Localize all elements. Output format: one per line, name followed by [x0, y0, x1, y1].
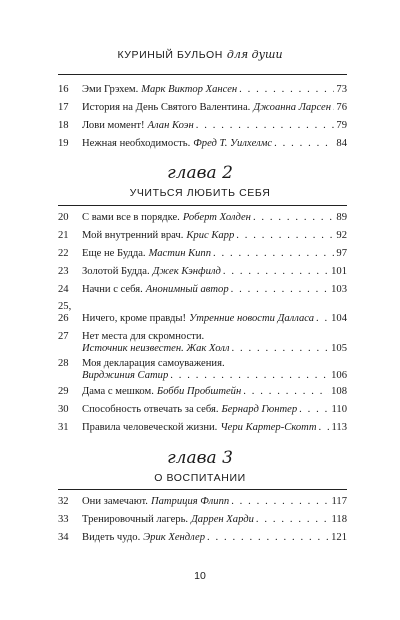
entry-page: 79 — [336, 120, 347, 131]
entry-number: 29 — [58, 386, 69, 397]
entry-number: 18 — [58, 120, 69, 131]
entry-title: Правила человеческой жизни. — [82, 422, 218, 433]
page-number: 10 — [194, 570, 206, 582]
leader-dots — [333, 101, 334, 115]
entry-number: 31 — [58, 422, 69, 433]
chapter-2-title: УЧИТЬСЯ ЛЮБИТЬ СЕБЯ — [129, 187, 271, 199]
entry-title: Видеть чудо. — [82, 532, 141, 543]
entry-number: 16 — [58, 84, 69, 95]
entry-author: Фред Т. Уилхелмс — [193, 138, 273, 149]
leader-dots — [236, 229, 334, 243]
entry-author: Алан Коэн — [147, 120, 194, 131]
entry-author: Джек Кэнфилд — [152, 266, 221, 277]
entry-author: Источник неизвестен. Жак Холл — [82, 343, 230, 354]
entry-number: 17 — [58, 102, 69, 113]
leader-dots — [207, 531, 329, 545]
entry-number: 23 — [58, 266, 69, 277]
running-header — [0, 48, 400, 61]
entry-page: 84 — [336, 138, 347, 149]
entry-title: Золотой Будда. — [82, 266, 150, 277]
leader-dots — [256, 513, 330, 527]
entry-title: Способность отвечать за себя. — [82, 404, 219, 415]
entry-title: Дама с мешком. — [82, 386, 154, 397]
entry-author: Чери Картер-Скотт — [220, 422, 317, 433]
leader-dots — [231, 283, 329, 297]
entry-author: Бобби Пробштейн — [156, 386, 242, 397]
entry-page: 108 — [331, 386, 347, 397]
chapter-3-title: О ВОСПИТАНИИ — [154, 472, 246, 484]
leader-dots — [318, 421, 329, 435]
entry-author: Эрик Хендлер — [143, 532, 206, 543]
leader-dots — [170, 369, 329, 383]
entry-page: 104 — [331, 313, 347, 324]
entry-title: Они замечают. — [82, 496, 148, 507]
entry-author: Даррен Харди — [191, 514, 254, 525]
entry-page: 121 — [331, 532, 347, 543]
entry-page: 117 — [331, 496, 347, 507]
entry-page: 89 — [336, 212, 347, 223]
entry-title: Лови момент! — [82, 120, 145, 131]
entry-number: 22 — [58, 248, 69, 259]
entry-number: 26 — [58, 313, 69, 324]
entry-number: 25, — [58, 301, 72, 312]
entry-author: Патриция Флипп — [150, 496, 230, 507]
entry-author: Роберт Холден — [182, 212, 251, 223]
leader-dots — [223, 265, 329, 279]
leader-dots — [213, 247, 334, 261]
entry-page: 110 — [331, 404, 347, 415]
entry-title: История на День Святого Валентина. — [82, 102, 251, 113]
leader-dots — [253, 211, 334, 225]
entry-title: Нет места для скромности. — [82, 331, 205, 342]
entry-title: С вами все в порядке. — [82, 212, 180, 223]
entry-author: Вирджиния Сатир — [82, 370, 169, 381]
leader-dots — [231, 495, 329, 509]
entry-page: 101 — [331, 266, 347, 277]
entry-title: Моя декларация самоуважения. — [82, 358, 225, 369]
entry-number: 32 — [58, 496, 69, 507]
chapter-3-label: глава 3 — [167, 448, 233, 468]
header-title: КУРИНЫЙ БУЛЬОН — [117, 49, 223, 61]
entry-author: Джоанна Ларсен — [253, 102, 331, 113]
leader-dots — [299, 403, 329, 417]
leader-dots — [232, 342, 330, 356]
entry-author: Анонимный автор — [145, 284, 229, 295]
entry-number: 33 — [58, 514, 69, 525]
header-script: для души — [226, 48, 283, 61]
chapter-3-rule — [58, 489, 347, 490]
entry-page: 106 — [331, 370, 347, 381]
entry-page: 76 — [336, 102, 347, 113]
header-rule — [58, 74, 347, 75]
entry-author: Крис Карр — [186, 230, 235, 241]
entry-title: Ничего, кроме правды! — [82, 313, 187, 324]
entry-page: 103 — [331, 284, 347, 295]
entry-number: 34 — [58, 532, 69, 543]
entry-number: 30 — [58, 404, 69, 415]
entry-title: Эми Грэхем. — [82, 84, 139, 95]
entry-number: 28 — [58, 358, 69, 369]
leader-dots — [274, 137, 334, 151]
entry-number: 21 — [58, 230, 69, 241]
entry-number: 24 — [58, 284, 69, 295]
entry-number: 19 — [58, 138, 69, 149]
leader-dots — [316, 312, 329, 326]
entry-page: 92 — [336, 230, 347, 241]
entry-title: Нежная необходимость. — [82, 138, 191, 149]
entry-page: 97 — [336, 248, 347, 259]
entry-number: 20 — [58, 212, 69, 223]
entry-page: 105 — [331, 343, 347, 354]
leader-dots — [243, 385, 329, 399]
entry-title: Начни с себя. — [82, 284, 143, 295]
entry-page: 73 — [336, 84, 347, 95]
entry-title: Мой внутренний врач. — [82, 230, 184, 241]
leader-dots — [196, 119, 335, 133]
entry-author: Утренние новости Далласа — [189, 313, 315, 324]
entry-title: Тренировочный лагерь. — [82, 514, 189, 525]
entry-page: 118 — [331, 514, 347, 525]
entry-author: Марк Виктор Хансен — [141, 84, 238, 95]
entry-number: 27 — [58, 331, 69, 342]
leader-dots — [239, 83, 334, 97]
chapter-2-label: глава 2 — [167, 163, 233, 183]
entry-author: Мастин Кипп — [148, 248, 212, 259]
entry-page: 113 — [331, 422, 347, 433]
entry-author: Бернард Гюнтер — [221, 404, 298, 415]
entry-title: Еще не Будда. — [82, 248, 146, 259]
chapter-2-rule — [58, 205, 347, 206]
